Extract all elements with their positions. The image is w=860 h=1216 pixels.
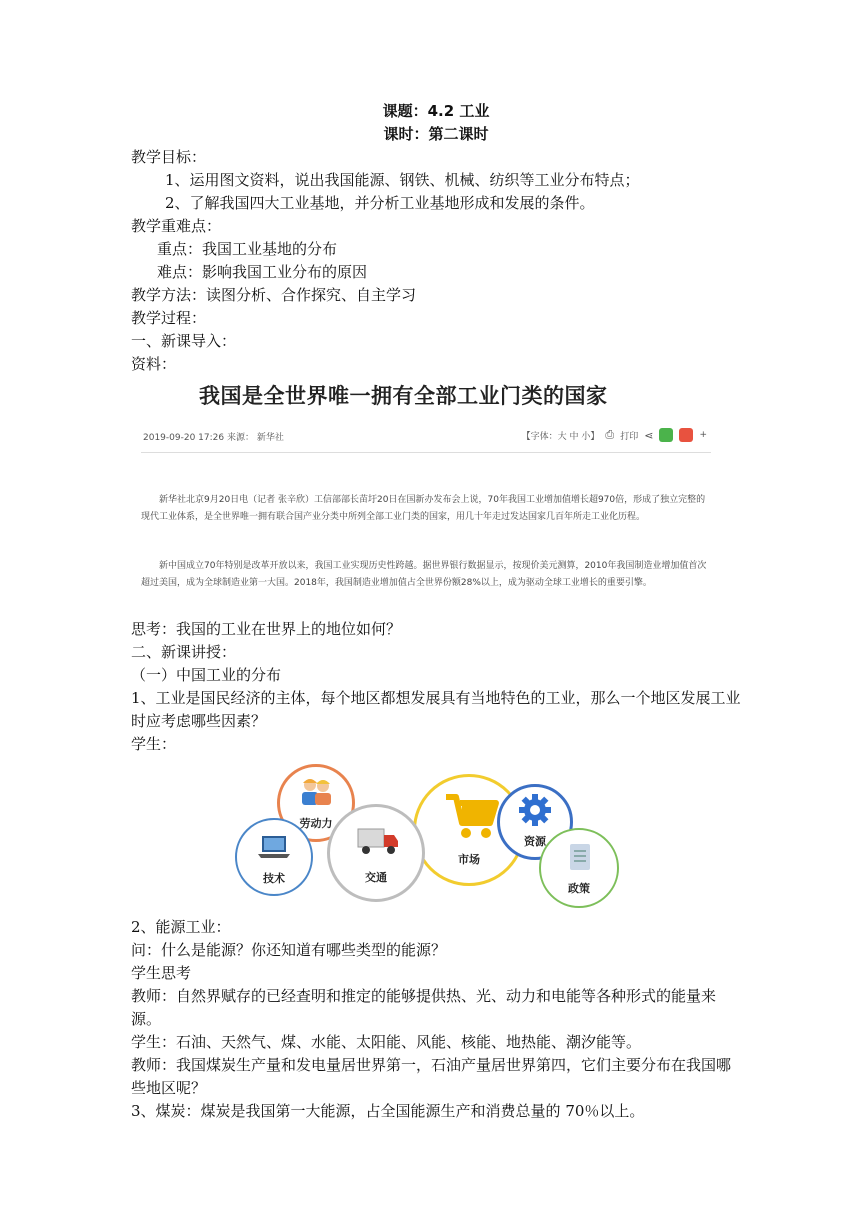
intro-heading: 一、新课导入： [131, 332, 237, 350]
objective-item: 1、运用图文资料，说出我国能源、钢铁、机械、纺织等工业分布特点； [165, 171, 640, 189]
factor-labor: 劳动力 [277, 764, 355, 842]
energy-question: 问：什么是能源？你还知道有哪些类型的能源？ [131, 941, 447, 959]
print-link[interactable]: 打印 [620, 431, 639, 442]
news-screenshot [141, 380, 715, 618]
think-question: 思考：我国的工业在世界上的地位如何？ [131, 620, 402, 638]
factor-resource: 资源 [497, 784, 573, 860]
objective-item: 2、了解我国四大工业基地，并分析工业基地形成和发展的条件。 [165, 194, 595, 212]
share-icon[interactable]: ⋖ [644, 428, 654, 442]
process-heading: 教学过程： [131, 309, 207, 327]
laptop-icon [257, 834, 291, 860]
factor-transport: 交通 [327, 804, 425, 902]
gear-icon [518, 793, 552, 827]
divider [141, 452, 711, 453]
student-answer: 学生：石油、天然气、煤、水能、太阳能、风能、核能、地热能、潮汐能等。 [131, 1033, 642, 1051]
objectives-heading: 教学目标： [131, 148, 207, 166]
keypoints-heading: 教学重难点： [131, 217, 222, 235]
keypoint-difficult: 难点：影响我国工业分布的原因 [157, 263, 368, 281]
lecture-heading: 二、新课讲授： [131, 643, 237, 661]
document-icon [567, 842, 593, 872]
news-toolbar [522, 428, 707, 442]
section-heading: （一）中国工业的分布 [131, 666, 282, 684]
factor-tech: 技术 [235, 818, 313, 896]
factor-market: 市场 [413, 774, 525, 886]
energy-heading: 2、能源工业： [131, 918, 231, 936]
keypoint-important: 重点：我国工业基地的分布 [157, 240, 338, 258]
material-label: 资料： [131, 355, 177, 373]
teaching-method: 教学方法：读图分析、合作探究、自主学习 [131, 286, 417, 304]
factors-diagram [235, 764, 635, 916]
news-headline: 我国是全世界唯一拥有全部工业门类的国家 [199, 384, 608, 408]
workers-icon [298, 775, 334, 805]
student-think: 学生思考 [131, 964, 192, 982]
teacher-question: 教师：我国煤炭生产量和发电量居世界第一，石油产量居世界第四，它们主要分布在我国哪些地区呢？ [131, 1056, 732, 1097]
more-share-button[interactable]: + [699, 430, 707, 440]
factor-policy: 政策 [539, 828, 619, 908]
document-body [131, 100, 741, 1123]
cart-icon [444, 793, 500, 839]
coal-section: 3、煤炭：煤炭是我国第一大能源，占全国能源生产和消费总量的 70％以上。 [131, 1102, 645, 1120]
news-paragraph: 新中国成立70年特别是改革开放以来，我国工业实现历史性跨越。据世界银行数据显示，按现价美元测算，2010年我国制造业增加值首次超过美国，成为全球制造业第一大国。2018年，我国制造业增加值占全世界份额28%以上，成为驱动全球工业增长的重要引擎。 [141, 561, 707, 588]
news-meta: 2019-09-20 17:26 来源： 新华社 [143, 433, 284, 443]
student-label: 学生： [131, 735, 177, 753]
teacher-answer: 教师：自然界赋存的已经查明和推定的能够提供热、光、动力和电能等各种形式的能量来源。 [131, 987, 717, 1028]
lesson-title: 课题：4.2 工业 [382, 102, 490, 120]
font-size-control[interactable]: 【字体：大 中 小】 [521, 431, 600, 442]
wechat-icon[interactable] [659, 428, 673, 442]
question-factors: 1、工业是国民经济的主体，每个地区都想发展具有当地特色的工业，那么一个地区发展工业时应考虑哪些因素？ [131, 689, 741, 730]
truck-icon [356, 825, 400, 855]
lesson-period: 课时：第二课时 [383, 125, 489, 143]
news-paragraph: 新华社北京9月20日电（记者 张辛欣）工信部部长苗圩20日在国新办发布会上说，70年我国工业增加值增长超970倍，形成了独立完整的现代工业体系，是全世界唯一拥有联合国产业分类中所列全部工业门类的国家，用几十年走过发达国家几百年所走工业化历程。 [141, 495, 706, 522]
weibo-icon[interactable] [679, 428, 693, 442]
printer-icon[interactable]: ⎙ [605, 428, 615, 441]
